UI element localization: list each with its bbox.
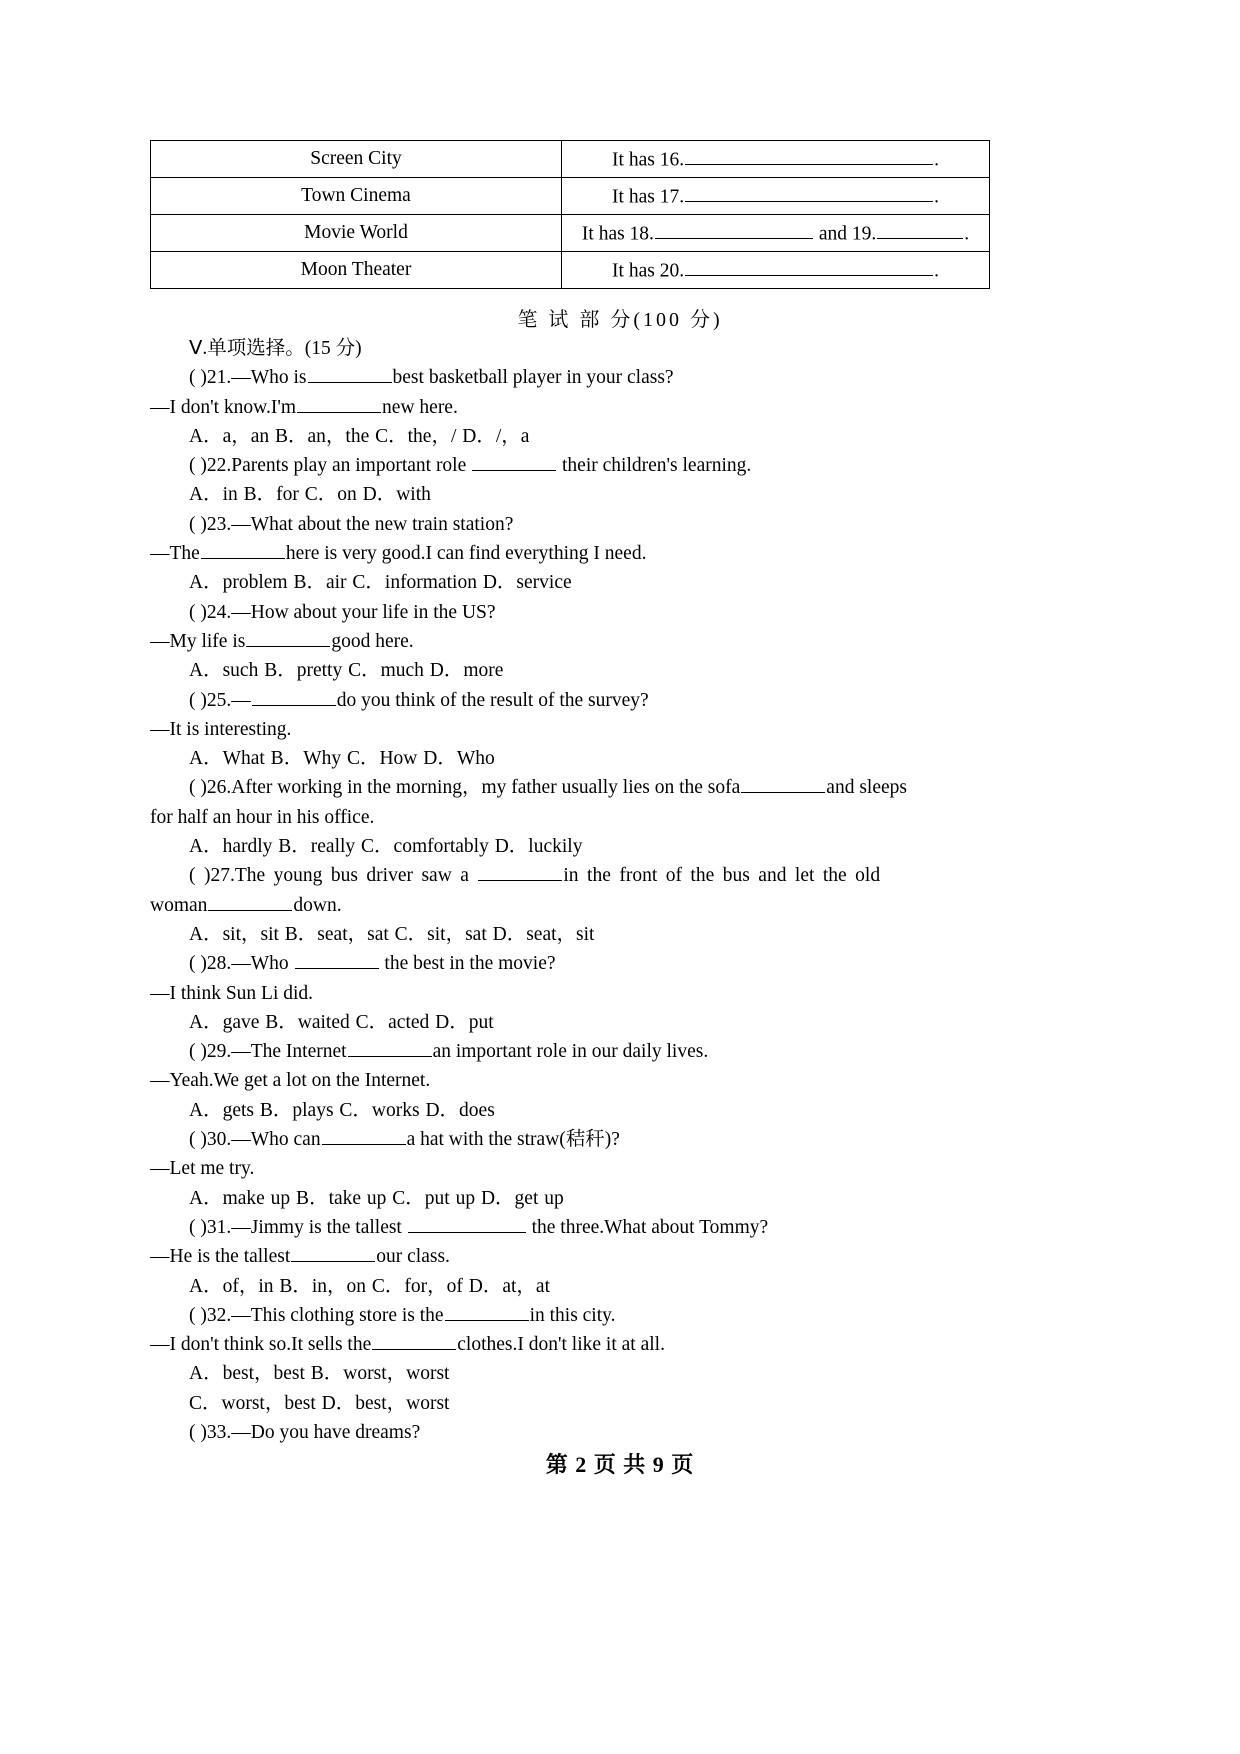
answer-blank[interactable] [685, 146, 933, 166]
answer-blank[interactable] [655, 220, 813, 240]
table-row [151, 252, 990, 289]
table-row [151, 178, 990, 215]
question-stem-continued: for half an hour in his office. [150, 806, 375, 828]
cinema-name-cell: Screen City [151, 141, 562, 178]
question-stem: ( )33.—Do you have dreams? [189, 1421, 421, 1443]
question-block [150, 949, 1090, 1037]
question-stem: ( )32.—This clothing store is the in this city. [150, 1301, 1090, 1330]
question-block [150, 1125, 1090, 1213]
question-options: A．sit，sit B．seat，sat C．sit，sat D．seat，sit [189, 923, 595, 945]
answer-blank[interactable] [308, 364, 392, 384]
cinema-desc-cell: It has 18. and 19. . [562, 215, 990, 252]
answer-blank[interactable] [348, 1038, 432, 1058]
question-stem: ( )22.Parents play an important role their children's learning. [150, 451, 1090, 480]
question-block [150, 510, 1090, 598]
answer-blank[interactable] [291, 1243, 375, 1263]
question-stem: ( )24.—How about your life in the US? [189, 601, 496, 623]
cinema-name-cell: Moon Theater [151, 252, 562, 289]
table-row [151, 141, 990, 178]
question-reply: —My life is good here. [150, 627, 1090, 656]
question-options: A．of，in B．in，on C．for，of D．at，at [189, 1275, 551, 1297]
question-block [150, 1418, 1090, 1447]
question-block [150, 598, 1090, 686]
cinema-desc-cell: It has 20. . [562, 252, 990, 289]
question-options: A．in B．for C．on D．with [189, 484, 431, 506]
question-block [150, 861, 1090, 949]
question-stem: ( )26.After working in the morning，my father usually lies on the sofa and sleeps [150, 773, 1090, 802]
question-block [150, 1037, 1090, 1125]
question-reply: —The here is very good.I can find everything I need. [150, 539, 1090, 568]
question-stem: ( )29.—The Internet an important role in our daily lives. [150, 1037, 1090, 1066]
question-block [150, 1301, 1090, 1418]
question-reply: —It is interesting. [150, 718, 292, 740]
question-options: A．hardly B．really C．comfortably D．luckily [189, 836, 583, 858]
question-stem: ( )23.—What about the new train station? [189, 513, 514, 535]
answer-blank[interactable] [685, 183, 933, 203]
question-stem: ( )25.— do you think of the result of the survey? [150, 686, 1090, 715]
question-stem: ( )28.—Who the best in the movie? [150, 949, 1090, 978]
answer-blank[interactable] [322, 1126, 406, 1146]
cinema-desc-cell: It has 17. . [562, 178, 990, 215]
answer-blank[interactable] [445, 1301, 529, 1321]
answer-blank[interactable] [408, 1213, 526, 1233]
question-options: A．such B．pretty C．much D．more [189, 660, 504, 682]
question-stem-continued: woman down. [150, 891, 1090, 920]
question-options: A．gave B．waited C．acted D．put [189, 1011, 494, 1033]
question-list [150, 363, 1090, 1447]
question-reply: —Let me try. [150, 1158, 255, 1180]
question-block [150, 1213, 1090, 1301]
question-options: A．a，an B．an，the C．the，/ D．/，a [189, 425, 530, 447]
question-reply: —I don't think so.It sells the clothes.I don't like it at all. [150, 1330, 1090, 1359]
answer-blank[interactable] [472, 452, 556, 472]
question-options: A．problem B．air C．information D．service [189, 572, 572, 594]
cinema-name-cell: Movie World [151, 215, 562, 252]
table-row [151, 215, 990, 252]
question-options: A．best，best B．worst，worst [189, 1363, 450, 1385]
question-stem: ( )27.The young bus driver saw a in the front of the bus and let the old [150, 861, 1090, 890]
answer-blank[interactable] [252, 686, 336, 706]
answer-blank[interactable] [478, 862, 562, 882]
cinema-info-table [150, 140, 990, 289]
answer-blank[interactable] [208, 891, 292, 911]
part-v-heading: Ⅴ.单项选择。(15 分) [189, 338, 362, 359]
answer-blank[interactable] [877, 220, 963, 240]
written-part-title-text: 笔 试 部 分(100 分) [517, 309, 723, 331]
question-block [150, 451, 1090, 510]
question-stem: ( )21.—Who is best basketball player in your class? [150, 363, 1090, 392]
answer-blank[interactable] [685, 257, 933, 277]
answer-blank[interactable] [295, 950, 379, 970]
question-options: A．What B．Why C．How D．Who [189, 748, 495, 770]
answer-blank[interactable] [741, 774, 825, 794]
cinema-name-cell: Town Cinema [151, 178, 562, 215]
question-reply: —I don't know.I'm new here. [150, 393, 1090, 422]
question-stem: ( )30.—Who can a hat with the straw(秸秆)? [150, 1125, 1090, 1154]
question-stem: ( )31.—Jimmy is the tallest the three.What about Tommy? [150, 1213, 1090, 1242]
question-options: A．gets B．plays C．works D．does [189, 1099, 495, 1121]
answer-blank[interactable] [246, 627, 330, 647]
table-body [151, 141, 990, 289]
question-reply: —He is the tallest our class. [150, 1242, 1090, 1271]
question-reply: —I think Sun Li did. [150, 982, 314, 1004]
answer-blank[interactable] [372, 1331, 456, 1351]
question-options: C．worst，best D．best，worst [189, 1392, 450, 1414]
answer-blank[interactable] [201, 540, 285, 560]
question-options: A．make up B．take up C．put up D．get up [189, 1187, 564, 1209]
question-block [150, 686, 1090, 774]
written-part-title [150, 303, 1090, 332]
cinema-desc-cell: It has 16. . [562, 141, 990, 178]
question-reply: —Yeah.We get a lot on the Internet. [150, 1070, 431, 1092]
answer-blank[interactable] [297, 393, 381, 413]
question-block [150, 363, 1090, 451]
question-block [150, 773, 1090, 861]
page-footer: 第 2 页 共 9 页 [545, 1452, 695, 1477]
